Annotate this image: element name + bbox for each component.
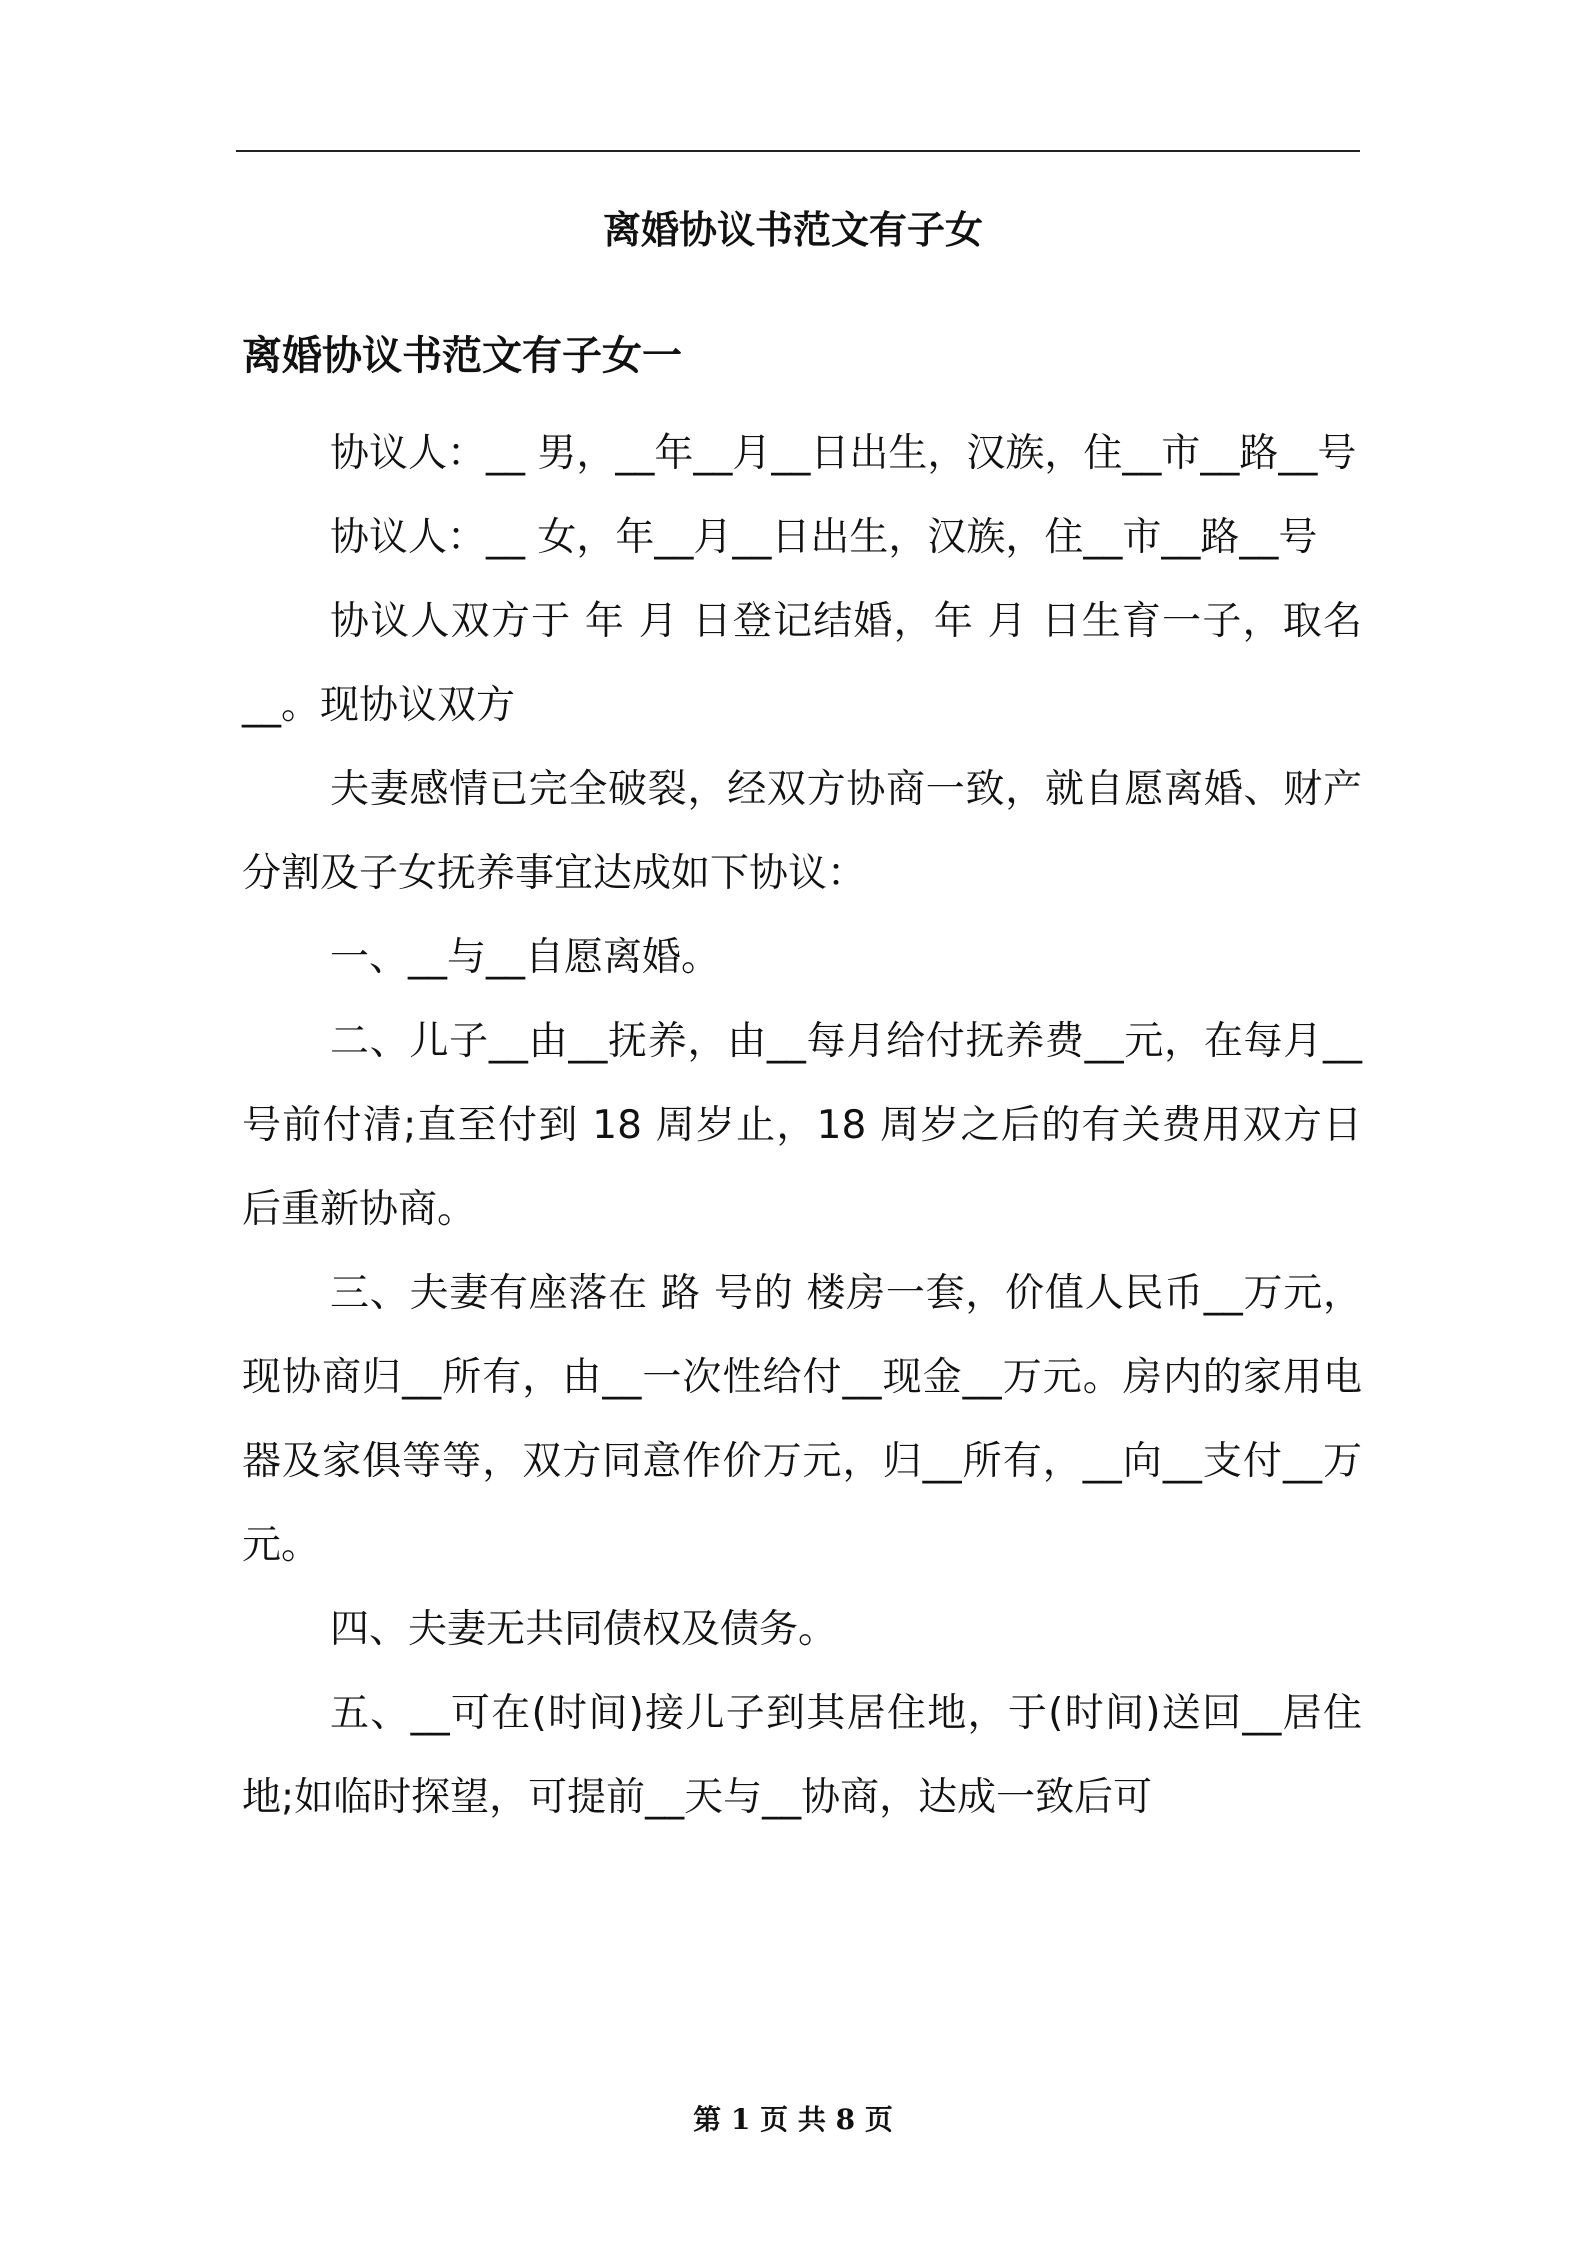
paragraph-marriage-info: 协议人双方于 年 月 日登记结婚，年 月 日生育一子，取名__。现协议双方 [242,599,1362,728]
document-title: 离婚协议书范文有子女 [602,208,983,252]
header-divider [236,150,1360,152]
paragraph-party-male: 协议人：__ 男，__年__月__日出生，汉族，住__市__路__号 [330,431,1357,476]
clause-5-visitation: 五、__可在(时间)接儿子到其居住地，于(时间)送回__居住地;如临时探望，可提前__天与__协商，达成一致后可 [242,1691,1362,1820]
section-heading: 离婚协议书范文有子女一 [242,333,682,379]
paragraph-preamble: 夫妻感情已完全破裂，经双方协商一致，就自愿离婚、财产分割及子女抚养事宜达成如下协议： [242,767,1362,896]
clause-1-divorce: 一、__与__自愿离婚。 [330,935,721,980]
clause-3-property: 三、夫妻有座落在 路 号的 楼房一套，价值人民币__万元，现协商归__所有，由__一次性给付__现金__万元。房内的家用电器及家俱等等，双方同意作价万元，归__所有，__向__支付__万元。 [242,1271,1362,1568]
paragraph-party-female: 协议人：__ 女，年__月__日出生，汉族，住__市__路__号 [330,515,1318,560]
clause-4-debts: 四、夫妻无共同债权及债务。 [330,1607,838,1652]
page-number: 第 1 页 共 8 页 [693,2103,893,2136]
clause-2-custody: 二、儿子__由__抚养，由__每月给付抚养费__元，在每月__号前付清;直至付到 18 周岁止，18 周岁之后的有关费用双方日后重新协商。 [242,1019,1362,1232]
document-body [242,412,1362,1840]
